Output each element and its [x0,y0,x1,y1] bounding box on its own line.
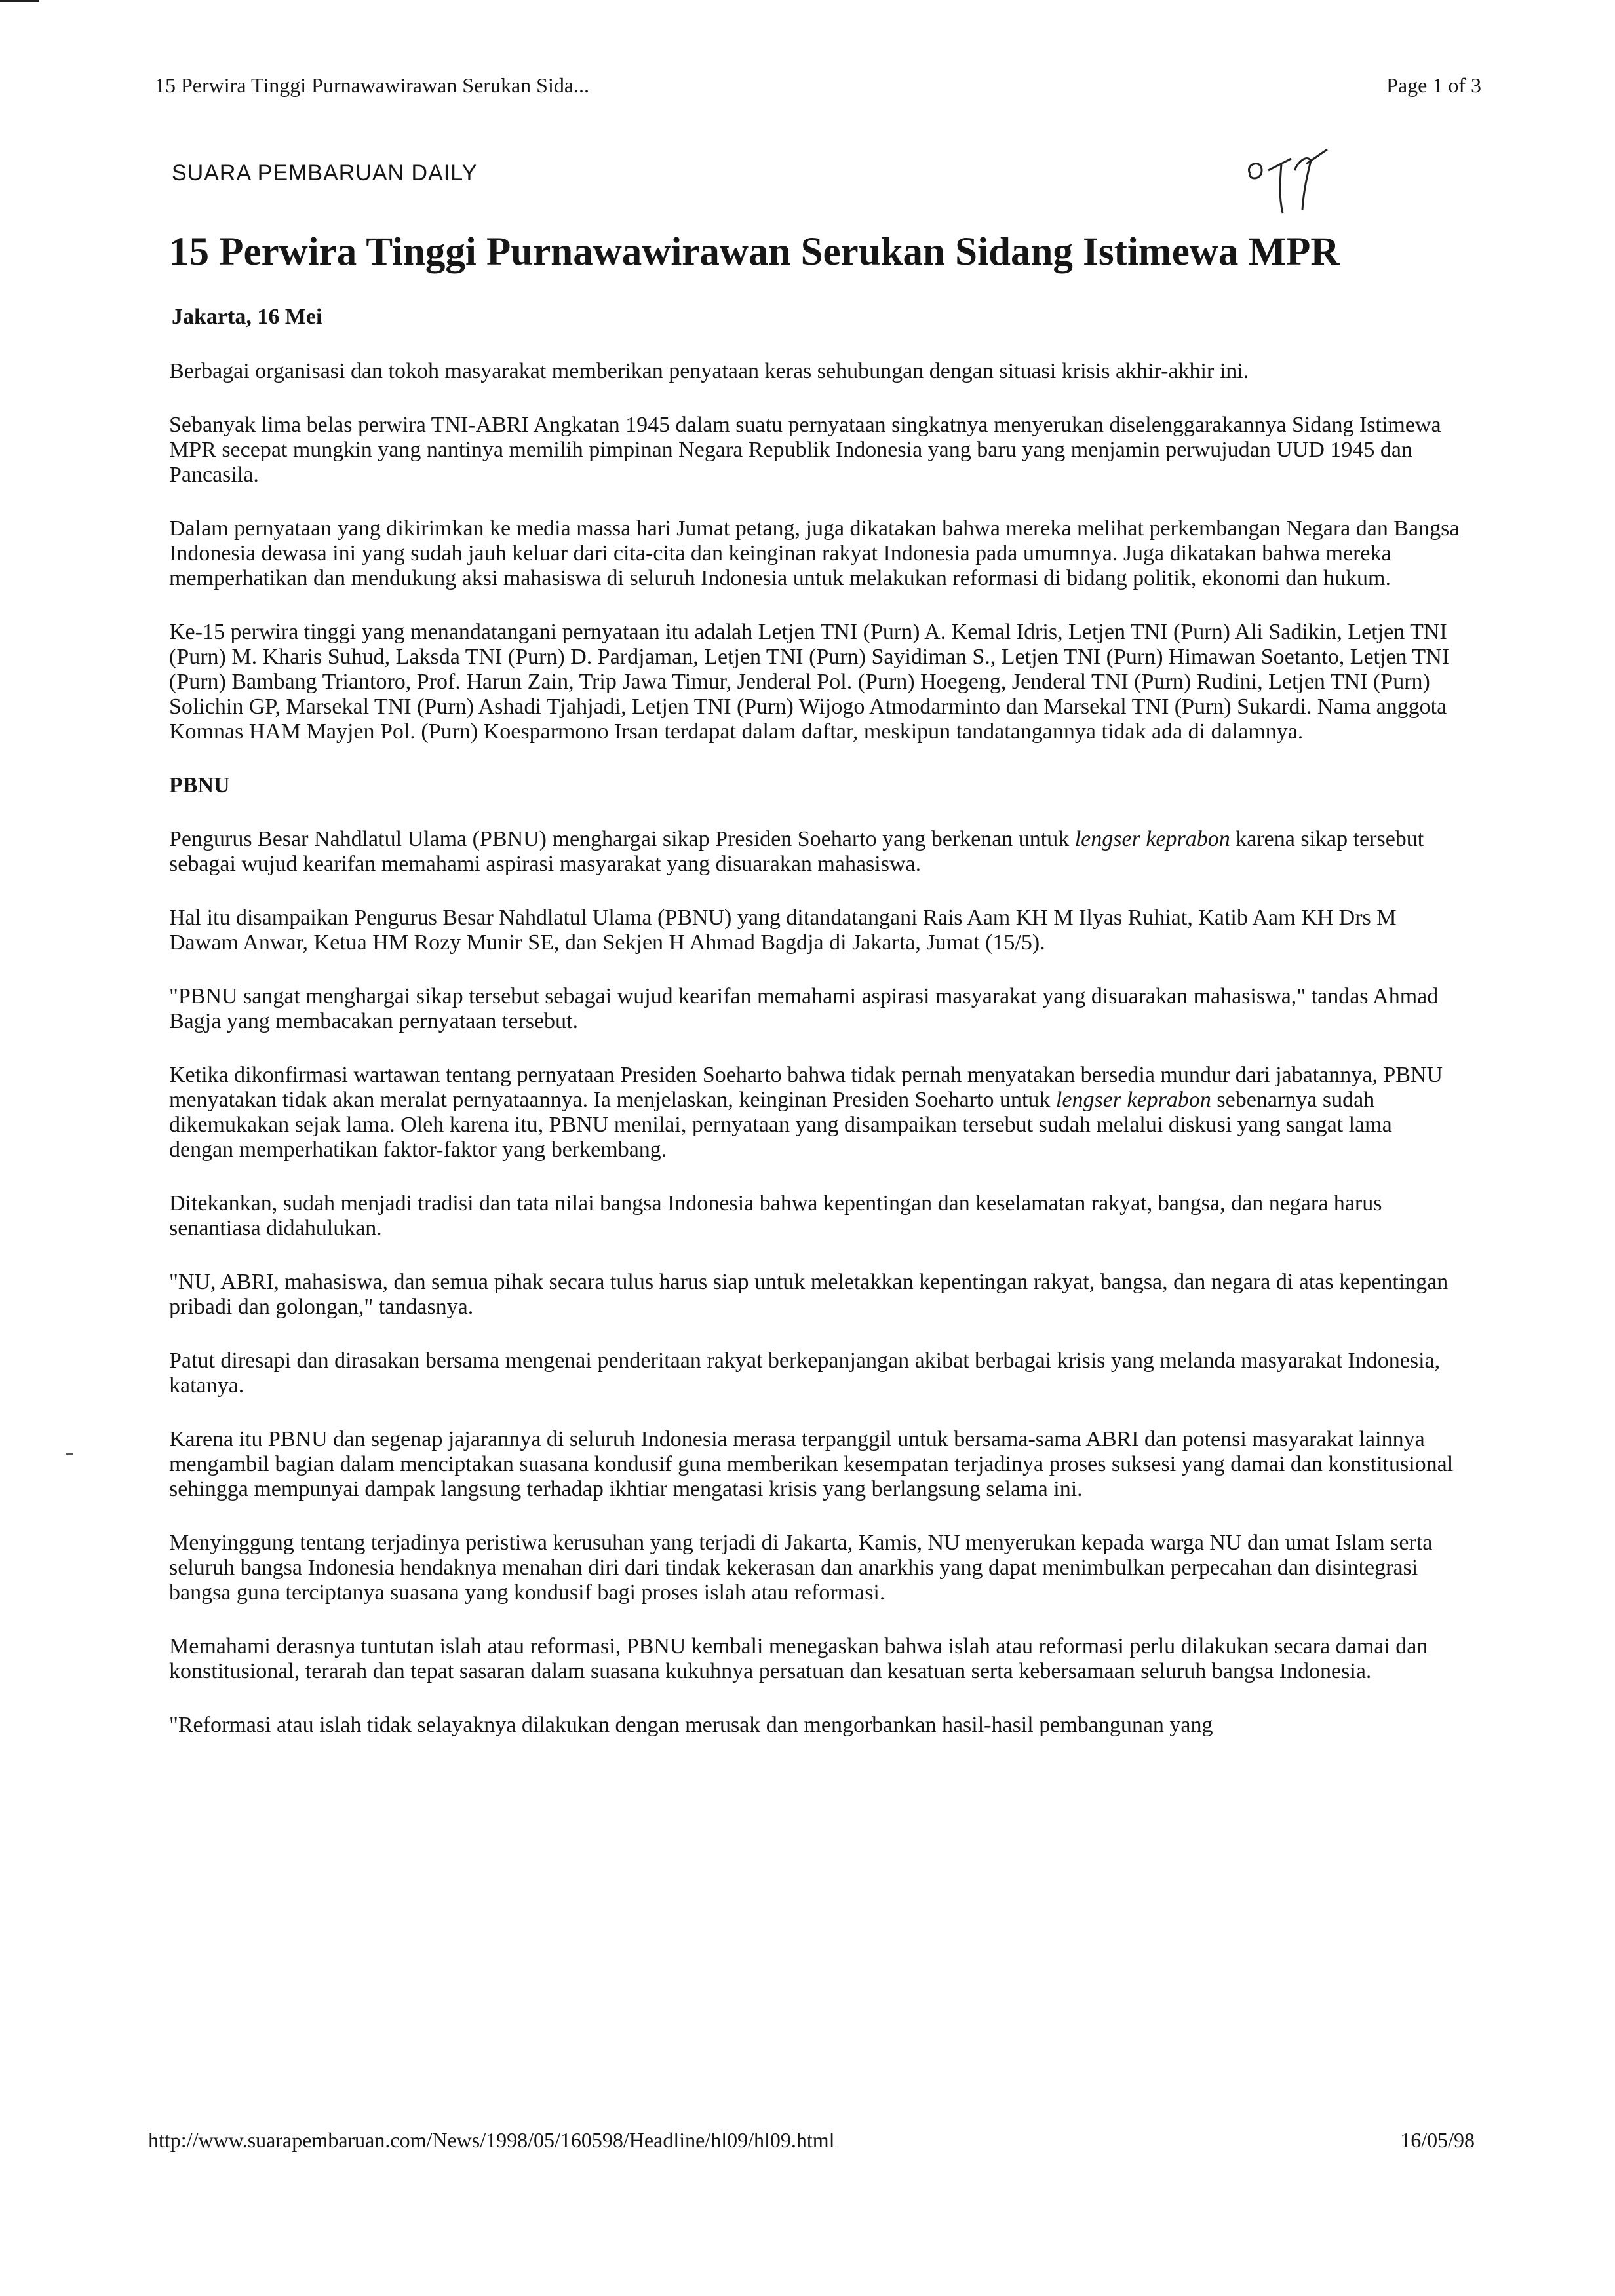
scan-margin-mark [66,1453,73,1455]
section-heading: PBNU [169,773,230,797]
page-number: Page 1 of 3 [1386,73,1481,97]
paragraph: Ditekankan, sudah menjadi tradisi dan tata nilai bangsa Indonesia bahwa kepentingan dan keselamatan rakyat, bangsa, dan negara harus senantiasa didahulukan. [169,1191,1382,1240]
text-run: sebenarnya sudah dikemukakan sejak lama. Oleh karena itu, PBNU menilai, pernyataan yang disampaikan tersebut sudah melalui diskusi yang sangat lama dengan memperhatikan faktor-faktor yang berkembang. [169,1088,1392,1162]
header-title: 15 Perwira Tinggi Purnawawirawan Serukan Sida... [155,73,590,97]
paragraph: Patut diresapi dan dirasakan bersama mengenai penderitaan rakyat berkepanjangan akibat berbagai krisis yang melanda masyarakat Indonesia, katanya. [169,1349,1441,1398]
paragraph: Ke-15 perwira tinggi yang menandatangani pernyataan itu adalah Letjen TNI (Purn) A. Kemal Idris, Letjen TNI (Purn) Ali Sadikin, Letjen TNI (Purn) M. Kharis Suhud, Laksda TNI (Purn) D. Pardjaman, Letjen TNI (Purn) Sayidiman S., Letjen TNI (Purn) Himawan Soetanto, Letjen TNI (Purn) Bambang Triantoro, Prof. Harun Zain, Trip Jawa Timur, Jenderal Pol. (Purn) Hoegeng, Jenderal TNI (Purn) Rudini, Letjen TNI (Purn) Solichin GP, Marsekal TNI (Purn) Ashadi Tjahjadi, Letjen TNI (Purn) Wijogo Atmodarminto dan Marsekal TNI (Purn) Sukardi. Nama anggota Komnas HAM Mayjen Pol. (Purn) Koesparmono Irsan terdapat dalam daftar, meskipun tandatangannya tidak ada di dalamnya. [169,620,1450,744]
paragraph: Dalam pernyataan yang dikirimkan ke media massa hari Jumat petang, juga dikatakan bahwa mereka melihat perkembangan Negara dan Bangsa Indonesia dewasa ini yang sudah jauh keluar dari cita-cita dan keinginan rakyat Indonesia pada umumnya. Juga dikatakan bahwa mereka memperhatikan dan mendukung aksi mahasiswa di seluruh Indonesia untuk melakukan reformasi di bidang politik, ekonomi dan hukum. [169,516,1460,590]
text-run: karena sikap tersebut sebagai wujud kearifan memahami aspirasi masyarakat yang disuarakan mahasiswa. [169,827,1424,876]
source-url: http://www.suarapembaruan.com/News/1998/05/160598/Headline/hl09/hl09.html [148,2128,835,2152]
paragraph: "Reformasi atau islah tidak selayaknya dilakukan dengan merusak dan mengorbankan hasil-hasil pembangunan yang [169,1713,1213,1737]
paragraph: Berbagai organisasi dan tokoh masyarakat memberikan penyataan keras sehubungan dengan situasi krisis akhir-akhir ini. [169,359,1249,383]
headline: 15 Perwira Tinggi Purnawawirawan Serukan Sidang Istimewa MPR [169,230,1340,274]
scan-corner-mark [0,0,39,2]
paragraph [169,1063,1460,1162]
paragraph: Memahami derasnya tuntutan islah atau reformasi, PBNU kembali menegaskan bahwa islah atau reformasi perlu dilakukan secara damai dan konstitusional, terarah dan tepat sasaran dalam suasana kukuhnya persatuan dan kesatuan serta kebersamaan seluruh bangsa Indonesia. [169,1634,1428,1683]
article-body [169,359,1460,1767]
paragraph: Karena itu PBNU dan segenap jajarannya di seluruh Indonesia merasa terpanggil untuk bersama-sama ABRI dan potensi masyarakat lainnya mengambil bagian dalam menciptakan suasana kondusif guna memberikan kesempatan terjadinya proses suksesi yang damai dan konstitusional sehingga mempunyai dampak langsung terhadap ikhtiar mengatasi krisis yang berlangsung selama ini. [169,1427,1454,1501]
handwritten-annotation [1242,144,1340,223]
italic-term: lengser keprabon [1074,827,1230,851]
paragraph: Hal itu disampaikan Pengurus Besar Nahdlatul Ulama (PBNU) yang ditandatangani Rais Aam KH M Ilyas Ruhiat, Katib Aam KH Drs M Dawam Anwar, Ketua HM Rozy Munir SE, dan Sekjen H Ahmad Bagdja di Jakarta, Jumat (15/5). [169,906,1397,955]
text-run: Ketika dikonfirmasi wartawan tentang pernyataan Presiden Soeharto bahwa tidak pernah menyatakan bersedia mundur dari jabatannya, PBNU menyatakan tidak akan meralat pernyataannya. Ia menjelaskan, keinginan Presiden Soeharto untuk [169,1063,1443,1112]
publication-name: SUARA PEMBARUAN DAILY [172,161,478,185]
print-date: 16/05/98 [1400,2128,1475,2152]
running-header [155,73,1481,106]
italic-term: lengser keprabon [1055,1088,1211,1112]
text-run: Pengurus Besar Nahdlatul Ulama (PBNU) menghargai sikap Presiden Soeharto yang berkenan untuk [169,827,1075,851]
paragraph: "NU, ABRI, mahasiswa, dan semua pihak secara tulus harus siap untuk meletakkan kepentingan rakyat, bangsa, dan negara di atas kepentingan pribadi dan golongan," tandasnya. [169,1270,1449,1319]
paragraph: Menyinggung tentang terjadinya peristiwa kerusuhan yang terjadi di Jakarta, Kamis, NU menyerukan kepada warga NU dan umat Islam serta seluruh bangsa Indonesia hendaknya menahan diri dari tindak kekerasan dan anarkhis yang dapat menimbulkan perpecahan dan disintegrasi bangsa guna terciptanya suasana yang kondusif bagi proses islah atau reformasi. [169,1531,1433,1605]
paragraph: Sebanyak lima belas perwira TNI-ABRI Angkatan 1945 dalam suatu pernyataan singkatnya menyerukan diselenggarakannya Sidang Istimewa MPR secepat mungkin yang nantinya memilih pimpinan Negara Republik Indonesia yang baru yang menjamin perwujudan UUD 1945 dan Pancasila. [169,413,1441,487]
paragraph [169,827,1460,877]
paragraph: "PBNU sangat menghargai sikap tersebut sebagai wujud kearifan memahami aspirasi masyarakat yang disuarakan mahasiswa," tandas Ahmad Bagja yang membacakan pernyataan tersebut. [169,984,1439,1033]
dateline: Jakarta, 16 Mei [172,305,322,329]
